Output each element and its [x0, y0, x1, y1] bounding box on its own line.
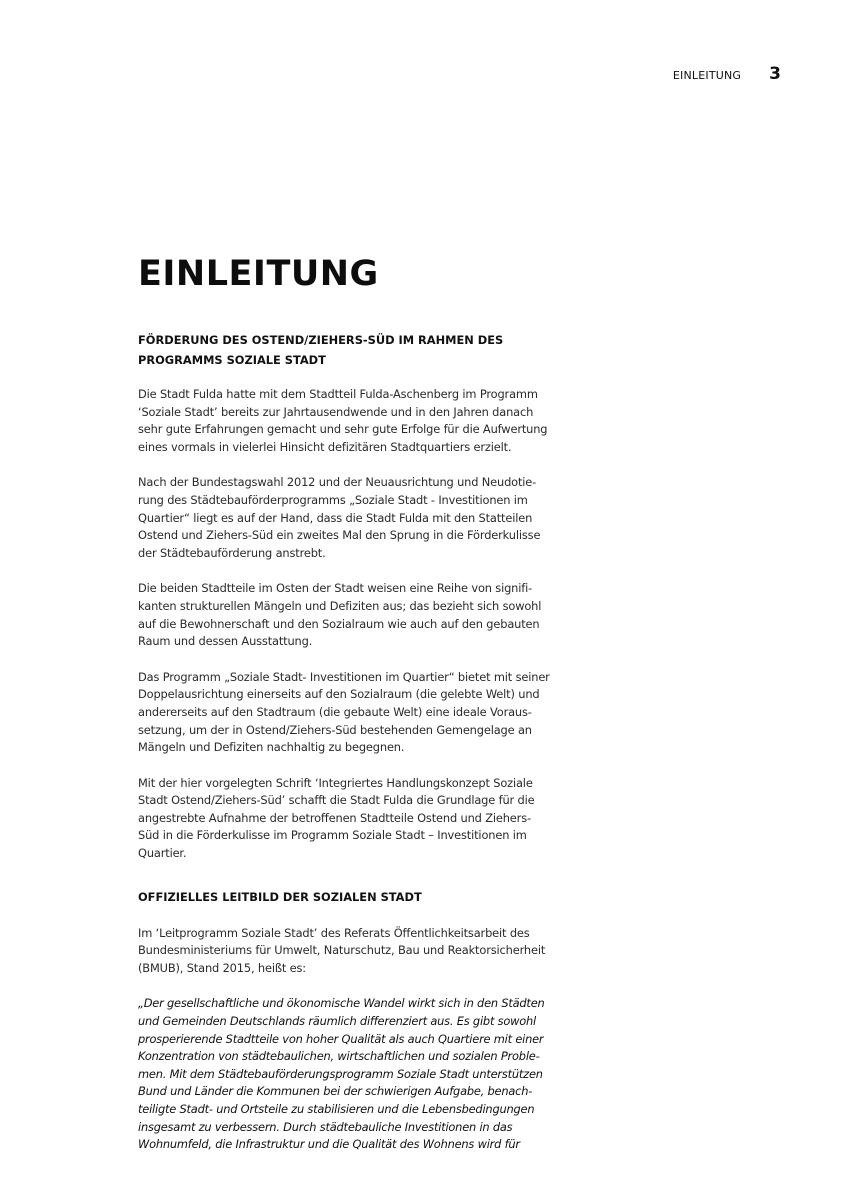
text-line: Quartier“ liegt es auf der Hand, dass die Stadt Fulda mit den Statteilen: [138, 510, 533, 525]
quote-line: insgesamt zu verbessern. Durch städtebauliche Investitionen in das: [138, 1119, 513, 1134]
paragraph-programm: [138, 669, 558, 757]
text-line: eines vormals in vielerlei Hinsicht defizitären Stadtquartiers erzielt.: [138, 439, 512, 454]
chapter-title: EINLEITUNG: [138, 254, 379, 294]
quote-line: teiligte Stadt- und Ortsteile zu stabilisieren und die Lebensbedingungen: [138, 1102, 535, 1116]
paragraph-intro: [138, 386, 558, 456]
section-heading-leitbild: OFFIZIELLES LEITBILD DER SOZIALEN STADT: [138, 889, 422, 904]
text-line: Stadt Ostend/Ziehers-Süd’ schafft die Stadt Fulda die Grundlage für die: [138, 793, 535, 808]
text-line: Das Programm „Soziale Stadt- Investitionen im Quartier“ bietet mit seiner: [138, 669, 550, 684]
text-line: Raum und dessen Ausstattung.: [138, 634, 313, 649]
section-heading-foerderung: [138, 330, 558, 370]
text-line: Süd in die Förderkulisse im Programm Soziale Stadt – Investitionen im: [138, 828, 527, 843]
text-line: Bundesministeriums für Umwelt, Naturschutz, Bau und Reaktorsicherheit: [138, 943, 546, 958]
text-line: Mit der hier vorgelegten Schrift ‘Integriertes Handlungskonzept Soziale: [138, 775, 533, 790]
heading-line: PROGRAMMS SOZIALE STADT: [138, 353, 326, 367]
text-line: Quartier.: [138, 846, 187, 861]
quote-line: prosperierende Stadtteile von hoher Qualität als auch Quartiere mit einer: [138, 1031, 544, 1046]
text-line: sehr gute Erfahrungen gemacht und sehr gute Erfolge für die Aufwertung: [138, 422, 548, 437]
quote-line: „Der gesellschaftliche und ökonomische Wandel wirkt sich in den Städten: [138, 996, 545, 1011]
text-line: kanten strukturellen Mängeln und Defiziten aus; das bezieht sich sowohl: [138, 598, 542, 613]
text-line: Nach der Bundestagswahl 2012 und der Neuausrichtung und Neudotie-: [138, 475, 537, 490]
running-header: [673, 64, 781, 84]
text-line: andererseits auf den Stadtraum (die gebaute Welt) eine ideale Voraus-: [138, 704, 532, 719]
text-line: der Städtebauförderung anstrebt.: [138, 545, 326, 560]
text-line: auf die Bewohnerschaft und den Sozialraum wie auch auf den gebauten: [138, 616, 540, 631]
text-line: (BMUB), Stand 2015, heißt es:: [138, 960, 306, 975]
text-line: Doppelausrichtung einerseits auf den Sozialraum (die gelebte Welt) und: [138, 687, 540, 702]
text-line: ‘Soziale Stadt’ bereits zur Jahrtausendwende und in den Jahren danach: [138, 404, 534, 419]
leitbild-quote: [138, 995, 558, 1153]
text-line: Mängeln und Defiziten nachhaltig zu begegnen.: [138, 740, 405, 755]
quote-line: Bund und Länder die Kommunen bei der schwierigen Aufgabe, benach-: [138, 1084, 533, 1099]
paragraph-leitprogramm: [138, 925, 558, 978]
text-line: setzung, um der in Ostend/Ziehers-Süd bestehenden Gemengelage an: [138, 722, 532, 737]
text-line: Im ‘Leitprogramm Soziale Stadt’ des Referats Öffentlichkeitsarbeit des: [138, 925, 530, 940]
paragraph-bundestagswahl: [138, 474, 558, 562]
paragraph-stadtteile: [138, 580, 558, 650]
text-line: Die Stadt Fulda hatte mit dem Stadtteil Fulda-Aschenberg im Programm: [138, 387, 538, 401]
quote-line: men. Mit dem Städtebauförderungsprogramm Soziale Stadt unterstützen: [138, 1066, 543, 1081]
heading-line: FÖRDERUNG DES OSTEND/ZIEHERS-SÜD IM RAHMEN DES: [138, 333, 504, 347]
quote-line: Wohnumfeld, die Infrastruktur und die Qualität des Wohnens wird für: [138, 1137, 520, 1152]
text-line: Ostend und Ziehers-Süd ein zweites Mal den Sprung in die Förderkulisse: [138, 528, 541, 543]
quote-line: und Gemeinden Deutschlands räumlich differenziert aus. Es gibt sowohl: [138, 1014, 536, 1029]
text-line: Die beiden Stadtteile im Osten der Stadt weisen eine Reihe von signifi-: [138, 581, 533, 596]
paragraph-schrift: [138, 775, 558, 863]
text-line: angestrebte Aufnahme der betroffenen Stadtteile Ostend und Ziehers-: [138, 810, 531, 825]
running-header-title: EINLEITUNG: [672, 69, 742, 82]
page-number: 3: [769, 64, 781, 84]
quote-line: Konzentration von städtebaulichen, wirtschaftlichen und sozialen Proble-: [138, 1049, 540, 1064]
page-content: [138, 252, 558, 1154]
text-line: rung des Städtebauförderprogramms „Soziale Stadt - Investitionen im: [138, 492, 528, 507]
